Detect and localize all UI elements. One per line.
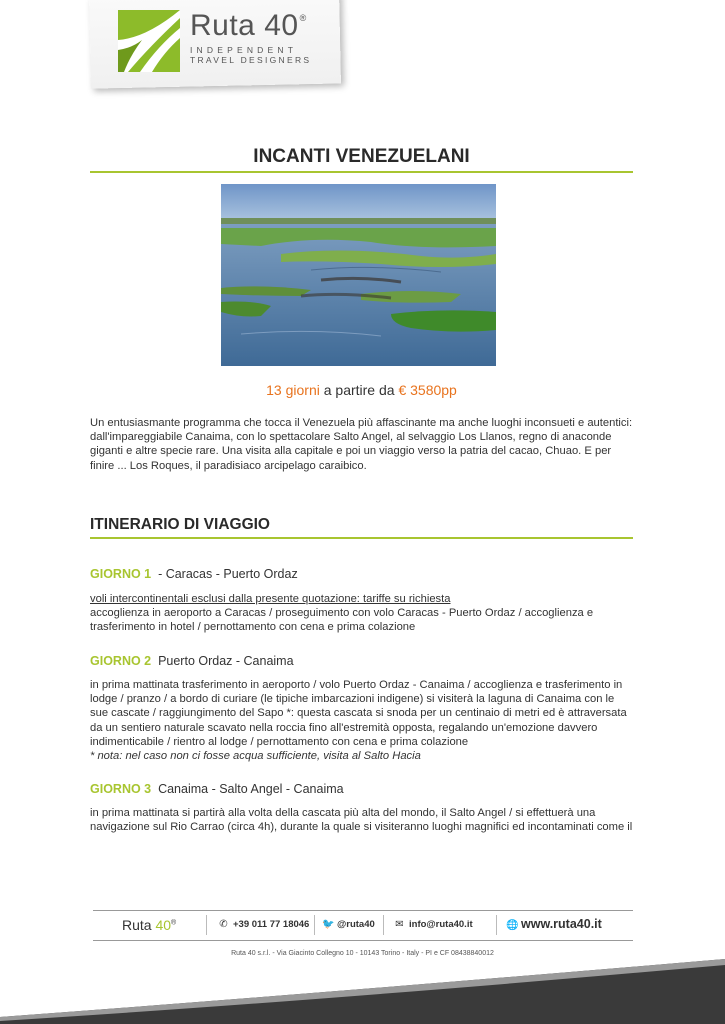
footer-legal: Ruta 40 s.r.l. - Via Giacinto Collegno 10 - 10143 Torino - Italy - PI e CF 08438840012: [231, 950, 494, 957]
day-1-text: voli intercontinentali esclusi dalla presente quotazione: tariffe su richiesta accoglienza in aeroporto a Caracas / proseguimento con volo Caracas - Puerto Ordaz / accoglienza e trasferimento in hotel / pernottamento con cena e prima colazione: [90, 593, 594, 634]
day-2-heading: GIORNO 2 Puerto Ordaz - Canaima: [90, 654, 294, 668]
day-1-flights-note: voli intercontinentali esclusi dalla presente quotazione: tariffe su richiesta: [90, 593, 451, 605]
logo-name: Ruta 40®: [190, 9, 307, 42]
day-3-text: in prima mattinata si partirà alla volta della cascata più alta del mondo, il Salto Angel / si effettuerà una navigazione sul Rio Carrao (circa 4h), durante la quale si visiteranno luoghi magnifici ed incontaminati come il: [90, 807, 633, 834]
mail-icon: ✉: [395, 919, 404, 930]
price-line: 13 giorni a partire da € 3580pp: [266, 382, 457, 398]
day-1-heading: GIORNO 1 - Caracas - Puerto Ordaz: [90, 567, 298, 581]
wetland-photo: [221, 184, 496, 366]
intro-paragraph: Un entusiasmante programma che tocca il Venezuela più affascinante ma anche luoghi inconsueti e autentici: dall'impareggiabile Canaima, con lo spettacolare Salto Angel, al selvaggio Los Llanos, regno di anaconde giganti e altre specie rare. Una visita alla capitale e poi un viaggio verso la patria del cacao, Chuao. E per finire ... Los Roques, il paradisiaco arcipelago caraibico.: [90, 417, 633, 472]
footer-email[interactable]: ✉ info@ruta40.it: [395, 919, 473, 930]
logo-tagline-1: INDEPENDENT: [190, 45, 298, 55]
twitter-icon: 🐦: [322, 919, 335, 930]
footer-decoration: [0, 955, 725, 1024]
phone-icon: ✆: [219, 919, 228, 930]
footer-divider-top: [93, 910, 633, 911]
footer-phone[interactable]: ✆ +39 011 77 18046: [219, 919, 310, 930]
itinerary-rule: [90, 537, 633, 539]
logo-tagline-2: TRAVEL DESIGNERS: [190, 55, 312, 65]
day-3-heading: GIORNO 3 Canaima - Salto Angel - Canaima: [90, 782, 344, 796]
day-2-note: * nota: nel caso non ci fosse acqua sufficiente, visita al Salto Hacia: [90, 750, 421, 763]
footer-twitter[interactable]: 🐦 @ruta40: [322, 919, 375, 930]
globe-icon: 🌐: [506, 920, 519, 931]
footer-brand: Ruta 40®: [122, 917, 177, 933]
price-amount: € 3580pp: [398, 382, 457, 398]
duration: 13 giorni: [266, 382, 320, 398]
page-title: INCANTI VENEZUELANI: [253, 146, 470, 167]
title-rule: [90, 171, 633, 173]
footer-divider-bottom: [93, 940, 633, 941]
footer-website[interactable]: 🌐 www.ruta40.it: [506, 917, 602, 931]
itinerary-title: ITINERARIO DI VIAGGIO: [90, 516, 270, 533]
ruta40-logo-icon: [118, 10, 180, 72]
day-2-text: in prima mattinata trasferimento in aeroporto / volo Puerto Ordaz - Canaima / accoglienza e trasferimento in lodge / pranzo / a bordo di curiare (le tipiche imbarcazioni indigene) si visiterà la laguna di Canaima con le sue cascate / raggiungimento del Sapo *: questa cascata si snoda per un centinaio di metri ed è attraversata da un sentiero naturale scavato nella roccia fino all'estremità opposta, regalando un'emozione davvero indimenticabile / rientro al lodge / pernottamento con cena e prima colazione * nota: nel caso non ci fosse acqua sufficiente, visita al Salto Hacia: [90, 679, 627, 763]
